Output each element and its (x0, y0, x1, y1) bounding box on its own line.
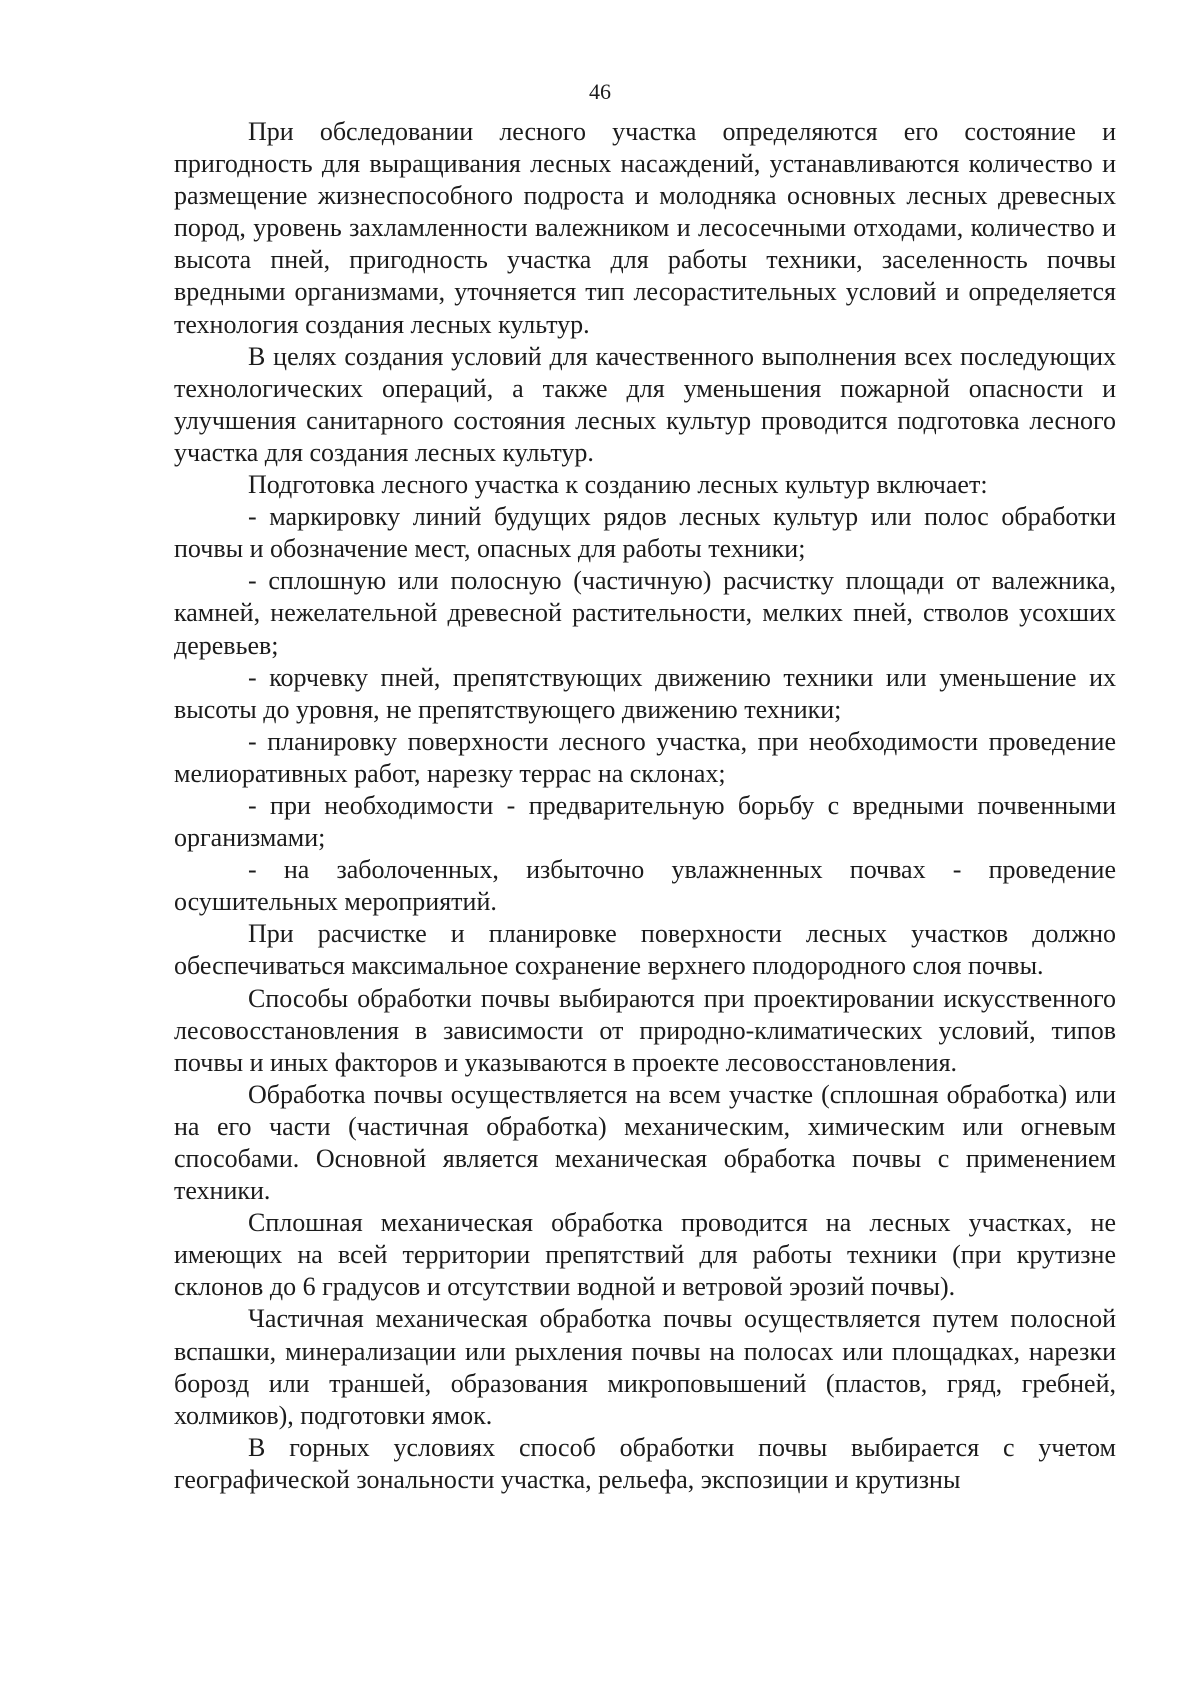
list-item-pest-control: - при необходимости - предварительную борьбу с вредными почвенными организмами; (174, 790, 1116, 853)
paragraph-preparation-purpose: В целях создания условий для качественного выполнения всех последующих технологических операций, а также для уменьшения пожарной опасности и улучшения санитарного состояния лесных культур проводится подготовка лесного участка для создания лесных культур. (174, 341, 1116, 467)
page-number: 46 (589, 79, 611, 104)
list-item-stump-removal: - корчевку пней, препятствующих движению техники или уменьшение их высоты до уровня, не препятствующего движению техники; (174, 662, 1116, 724)
paragraph-preparation-includes: Подготовка лесного участка к созданию лесных культур включает: (248, 470, 988, 500)
list-item-clearing: - сплошную или полосную (частичную) расчистку площади от валежника, камней, нежелательной древесной растительности, мелких пней, стволов усохших деревьев; (174, 566, 1116, 660)
list-item-marking: - маркировку линий будущих рядов лесных культур или полос обработки почвы и обозначение мест, опасных для работы техники; (174, 502, 1116, 564)
document-body (174, 116, 1116, 1496)
paragraph-partial-tillage: Частичная механическая обработка почвы осуществляется путем полосной вспашки, минерализации или рыхления почвы на полосах или площадках, нарезки борозд или траншей, образования микроповышений (пластов, гряд, гребней, холмиков), подготовки ямок. (174, 1304, 1116, 1430)
paragraph-full-tillage: Сплошная механическая обработка проводится на лесных участках, не имеющих на всей территории препятствий для работы техники (при крутизне склонов до 6 градусов и отсутствии водной и ветровой эрозий почвы). (174, 1208, 1116, 1302)
list-item-drainage: - на заболоченных, избыточно увлажненных почвах - проведение осушительных мероприятий. (174, 855, 1116, 917)
paragraph-site-survey: При обследовании лесного участка определяются его состояние и пригодность для выращивания лесных насаждений, устанавливаются количество и размещение жизнеспособного подроста и молодняка основных лесных древесных пород, уровень захламленности валежником и лесосечными отходами, количество и высота пней, пригодность участка для работы техники, заселенность почвы вредными организмами, уточняется тип лесорастительных условий и определяется технология создания лесных культур. (174, 117, 1116, 339)
paragraph-topsoil-preservation: При расчистке и планировке поверхности лесных участков должно обеспечиваться максимальное сохранение верхнего плодородного слоя почвы. (174, 919, 1116, 981)
paragraph-tillage-methods: Способы обработки почвы выбираются при проектировании искусственного лесовосстановления в зависимости от природно-климатических условий, типов почвы и иных факторов и указываются в проекте лесовосстановления. (174, 983, 1116, 1077)
paragraph-tillage-types: Обработка почвы осуществляется на всем участке (сплошная обработка) или на его части (частичная обработка) механическим, химическим или огневым способами. Основной является механическая обработка почвы с применением техники. (174, 1079, 1116, 1206)
paragraph-mountain-conditions: В горных условиях способ обработки почвы выбирается с учетом географической зональности участка, рельефа, экспозиции и крутизны (174, 1432, 1116, 1494)
list-item-surface-planning: - планировку поверхности лесного участка, при необходимости проведение мелиоративных работ, нарезку террас на склонах; (174, 726, 1116, 788)
